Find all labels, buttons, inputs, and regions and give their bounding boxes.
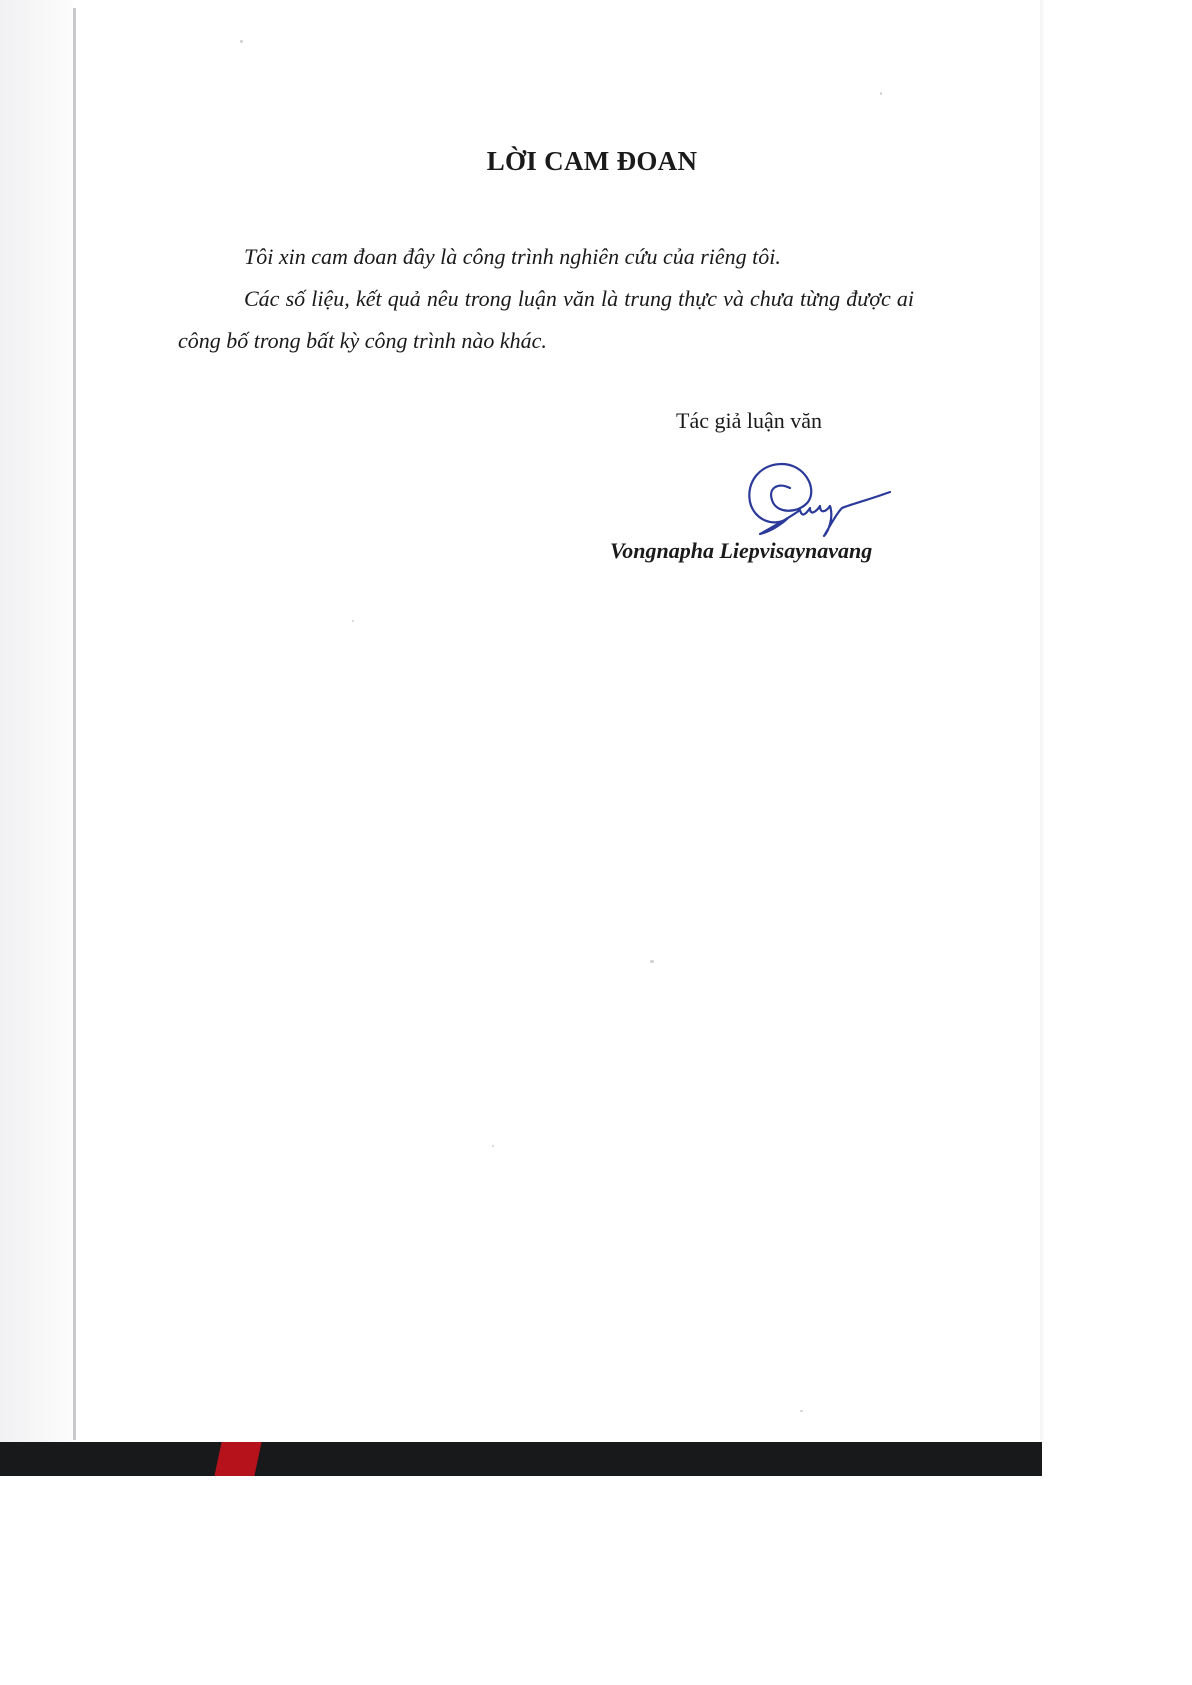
- scan-speck: [352, 620, 354, 622]
- author-role-label: Tác giả luận văn: [676, 408, 822, 433]
- declaration-paragraph-2: Các số liệu, kết quả nêu trong luận văn là trung thực và chưa từng được ai công bố trong bất kỳ công trình nào khác.: [178, 286, 914, 353]
- signature-stroke: [749, 464, 890, 536]
- binding-shadow: [0, 0, 74, 1442]
- declaration-paragraph-1: Tôi xin cam đoan đây là công trình nghiên cứu của riêng tôi.: [244, 244, 781, 269]
- scan-speck: [800, 1410, 803, 1412]
- page-title-text: LỜI CAM ĐOAN: [486, 146, 698, 176]
- scan-speck: [240, 40, 243, 43]
- declaration-body: [178, 236, 914, 362]
- scan-speck: [650, 960, 654, 963]
- page-title: [0, 146, 1192, 177]
- page-right-edge: [1040, 0, 1044, 1440]
- author-name: Vongnapha Liepvisaynavang: [610, 538, 873, 563]
- red-ribbon-marker: [214, 1442, 261, 1476]
- scan-bottom-band: [0, 1442, 1042, 1476]
- handwritten-signature: [738, 448, 894, 538]
- binding-line: [73, 8, 76, 1440]
- scan-speck: [492, 1145, 494, 1147]
- scan-speck: [880, 92, 882, 95]
